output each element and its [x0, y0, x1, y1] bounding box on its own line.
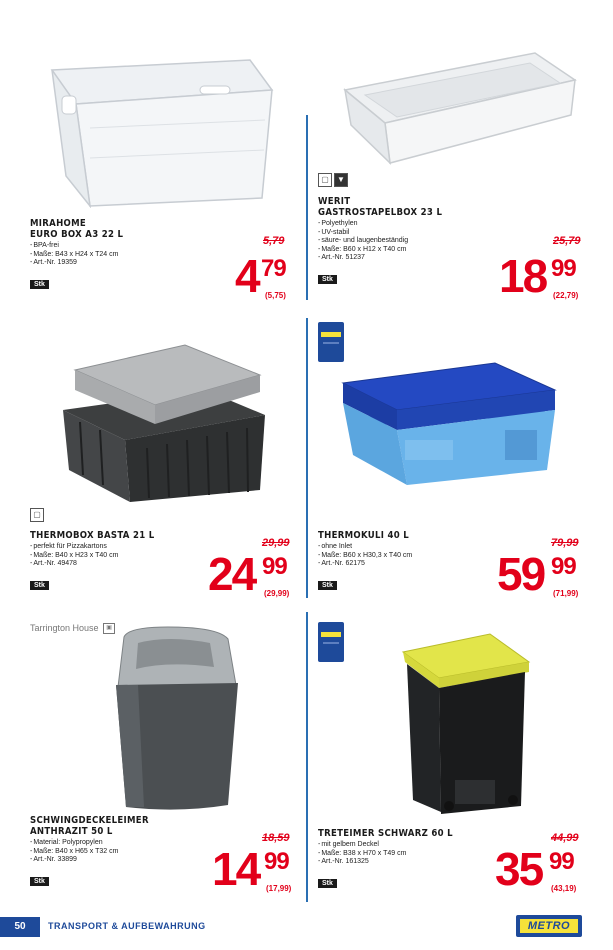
- logo-box-icon: ▣: [103, 623, 115, 634]
- unit-badge: Stk: [30, 877, 49, 886]
- unit-badge: Stk: [30, 581, 49, 590]
- product-title: SCHWINGDECKELEIMER: [30, 815, 149, 826]
- price-cents: 99: [264, 848, 289, 875]
- price-swing-bin: [212, 832, 302, 898]
- tarrington-house-logo: Tarrington House ▣: [30, 623, 115, 634]
- price-main: 18: [499, 250, 547, 302]
- product-title: MIRAHOME: [30, 218, 87, 229]
- product-title: THERMOKULI 40 L: [318, 530, 409, 541]
- product-info-euro-box: [30, 218, 190, 291]
- dishwasher-icon: ▢: [318, 173, 332, 187]
- column-divider: [306, 115, 308, 300]
- product-info-gastro-box: [318, 196, 478, 286]
- product-title: ANTHRAZIT 50 L: [30, 826, 113, 837]
- section-title: TRANSPORT & AUFBEWAHRUNG: [48, 921, 206, 931]
- price-pedal-bin: [495, 832, 587, 898]
- old-price: 18,59: [262, 832, 290, 844]
- old-price: 25,79: [553, 235, 581, 247]
- price-euro-box: [233, 235, 295, 305]
- product-info-swing-bin: [30, 815, 200, 888]
- price-main: 14: [212, 843, 260, 895]
- column-divider: [306, 612, 308, 902]
- gross-price: (29,99): [264, 589, 290, 598]
- price-cents: 99: [549, 848, 574, 875]
- gross-price: (5,75): [265, 291, 286, 300]
- thermokuli-image: [335, 355, 560, 490]
- product-bullets: - mit gelbem Deckel - Maße: B38 x H70 x T49 cm - Art.-Nr. 161325: [318, 841, 483, 867]
- price-main: 35: [495, 843, 543, 895]
- unit-badge: Stk: [318, 879, 337, 888]
- gross-price: (22,79): [553, 291, 579, 300]
- product-info-thermokuli: [318, 530, 483, 592]
- food-safe-icon: ▼: [334, 173, 348, 187]
- product-info-thermobox: [30, 530, 195, 592]
- old-price: 29,99: [262, 537, 290, 549]
- unit-badge: Stk: [318, 275, 337, 284]
- old-price: 44,99: [551, 832, 579, 844]
- price-cents: 79: [261, 255, 286, 282]
- thermobox-image: [55, 340, 270, 505]
- gross-price: (71,99): [553, 589, 579, 598]
- product-title: EURO BOX A3 22 L: [30, 229, 124, 240]
- old-price: 5,79: [263, 235, 285, 247]
- product-bullets: - Polyethylen - UV-stabil - säure- und laugenbeständig - Maße: B60 x H12 x T40 cm - Art.-Nr. 51237: [318, 220, 478, 263]
- price-main: 4: [235, 250, 259, 302]
- swing-bin-image: [98, 625, 248, 815]
- old-price: 79,99: [551, 537, 579, 549]
- product-title: TRETEIMER SCHWARZ 60 L: [318, 828, 453, 839]
- gastro-box-image: [335, 45, 585, 175]
- price-main: 24: [208, 548, 256, 600]
- gross-price: (43,19): [551, 884, 577, 893]
- product-title: GASTROSTAPELBOX 23 L: [318, 207, 443, 218]
- price-thermobox: [208, 537, 300, 603]
- product-bullets: - Material: Polypropylen - Maße: B40 x H65 x T32 cm - Art.-Nr. 33899: [30, 839, 200, 865]
- pedal-bin-image: [395, 630, 535, 820]
- product-bullets: - BPA-frei - Maße: B43 x H24 x T24 cm - Art.-Nr. 19359: [30, 242, 190, 268]
- product-brand: WERIT: [318, 196, 351, 207]
- unit-badge: Stk: [30, 280, 49, 289]
- price-main: 59: [497, 548, 545, 600]
- page-number: 50: [0, 917, 40, 937]
- column-divider: [306, 318, 308, 598]
- product-bullets: - ohne Inlet - Maße: B60 x H30,3 x T40 cm - Art.-Nr. 62175: [318, 543, 483, 569]
- euro-box-image: [40, 38, 280, 208]
- product-info-pedal-bin: [318, 828, 483, 890]
- product-bullets: - perfekt für Pizzakartons - Maße: B40 x H23 x T40 cm - Art.-Nr. 49478: [30, 543, 195, 569]
- price-gastro-box: [497, 235, 589, 305]
- unit-badge: Stk: [318, 581, 337, 590]
- price-cents: 99: [551, 255, 576, 282]
- price-thermokuli: [497, 537, 589, 603]
- price-cents: 99: [262, 553, 287, 580]
- price-cents: 99: [551, 553, 576, 580]
- gross-price: (17,99): [266, 884, 292, 893]
- metro-logo: METRO: [516, 915, 582, 937]
- dishwasher-icon: ▢: [30, 508, 44, 522]
- metro-professional-badge: [318, 622, 344, 662]
- product-title: THERMOBOX BASTA 21 L: [30, 530, 155, 541]
